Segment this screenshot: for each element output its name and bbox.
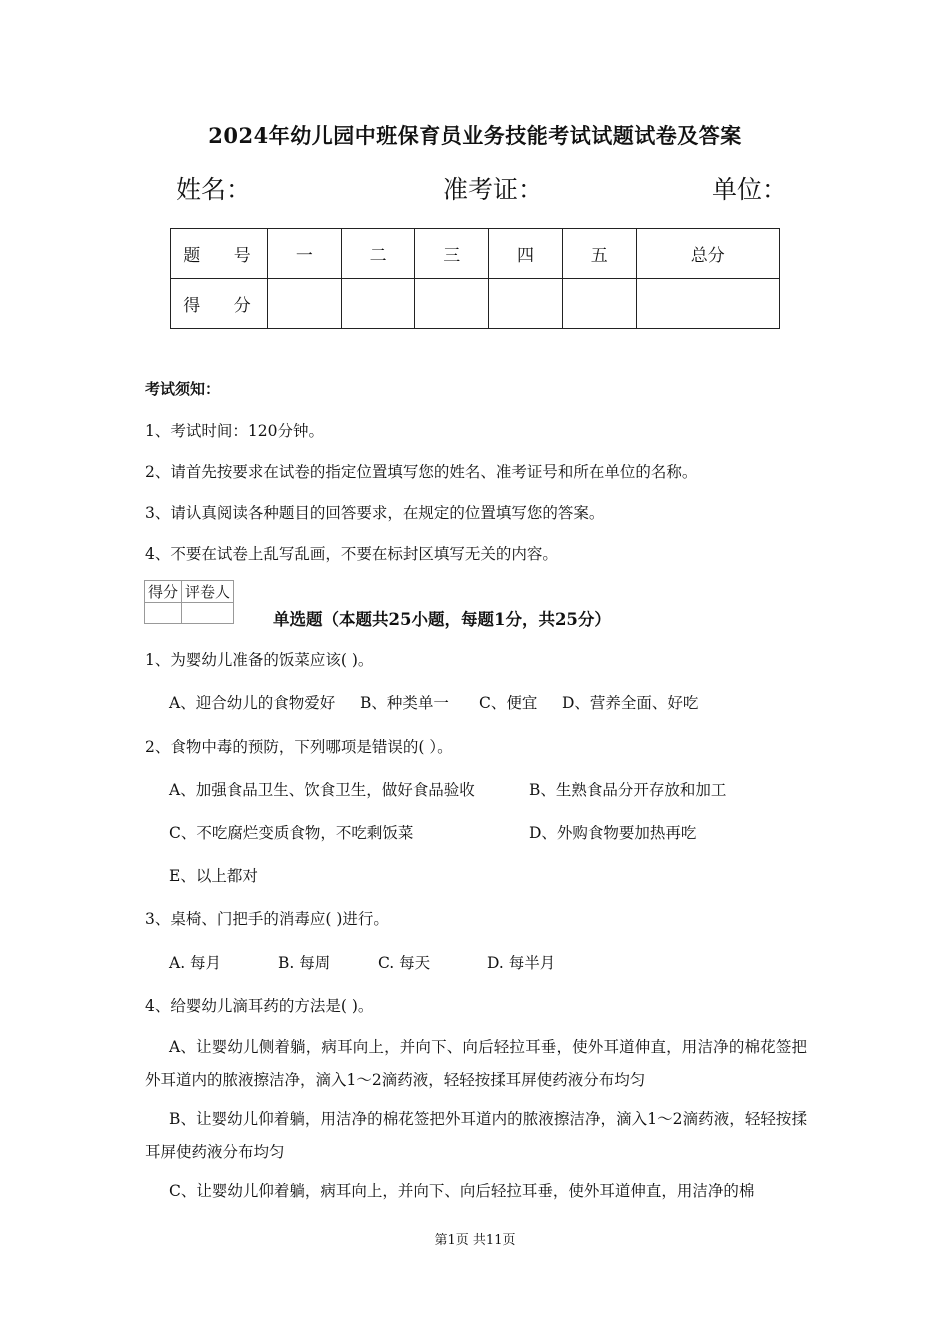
- question-stem: 3、桌椅、门把手的消毒应( )进行。: [145, 910, 389, 928]
- score-table-score-row: [171, 279, 780, 329]
- score-cell[interactable]: [268, 279, 342, 329]
- question-stem: 1、为婴幼儿准备的饭菜应该( )。: [145, 651, 374, 669]
- name-field-label: 姓名：: [176, 175, 252, 204]
- score-cell[interactable]: [562, 279, 636, 329]
- score-cell[interactable]: [415, 279, 489, 329]
- score-table-col-1: 一: [268, 229, 342, 279]
- page-title: 2024年幼儿园中班保育员业务技能考试试题试卷及答案: [208, 123, 742, 148]
- grader-score-cell[interactable]: [145, 603, 182, 624]
- question-option: D. 每半月: [487, 954, 556, 972]
- question-option: D、营养全面、好吃: [562, 694, 699, 712]
- question-option: B. 每周: [278, 954, 331, 972]
- section-title: 单选题（本题共25小题，每题1分，共25分）: [273, 610, 611, 629]
- score-table-row-label: 得 分: [171, 279, 268, 329]
- question-option: C. 每天: [378, 954, 431, 972]
- score-table-col-4: 四: [489, 229, 563, 279]
- grader-box: [144, 580, 234, 624]
- unit-field-label: 单位：: [712, 175, 788, 204]
- question-stem: 4、给婴幼儿滴耳药的方法是( )。: [145, 997, 374, 1015]
- score-cell[interactable]: [489, 279, 563, 329]
- question-option: C、不吃腐烂变质食物，不吃剩饭菜: [169, 824, 414, 842]
- grader-score-label: 得分: [145, 581, 182, 603]
- notice-item: 2、请首先按要求在试卷的指定位置填写您的姓名、准考证号和所在单位的名称。: [145, 463, 698, 481]
- question-option: E、以上都对: [169, 867, 258, 885]
- grader-name-label: 评卷人: [182, 581, 234, 603]
- notice-heading: 考试须知：: [145, 380, 221, 398]
- score-table-col-2: 二: [341, 229, 415, 279]
- score-cell[interactable]: [636, 279, 779, 329]
- score-cell[interactable]: [341, 279, 415, 329]
- page-footer: 第1页 共11页: [434, 1233, 516, 1248]
- grader-name-cell[interactable]: [182, 603, 234, 624]
- question-option: C、便宜: [479, 694, 538, 712]
- question-option: A、加强食品卫生、饮食卫生，做好食品验收: [169, 781, 475, 799]
- question-option: A. 每月: [169, 954, 222, 972]
- exam-id-field-label: 准考证：: [443, 175, 544, 204]
- score-table-header-row: [171, 229, 780, 279]
- notice-item: 3、请认真阅读各种题目的回答要求，在规定的位置填写您的答案。: [145, 504, 605, 522]
- question-option: C、让婴幼儿仰着躺，病耳向上，并向下、向后轻拉耳垂，使外耳道伸直，用洁净的棉: [169, 1182, 755, 1200]
- score-table-col-3: 三: [415, 229, 489, 279]
- question-stem: 2、食物中毒的预防，下列哪项是错误的( ）。: [145, 738, 453, 756]
- question-option: A、迎合幼儿的食物爱好: [169, 694, 336, 712]
- question-option: D、外购食物要加热再吃: [529, 824, 697, 842]
- notice-item: 1、考试时间：120分钟。: [145, 422, 324, 440]
- score-table-col-5: 五: [562, 229, 636, 279]
- score-table-col-total: 总分: [636, 229, 779, 279]
- notice-item: 4、不要在试卷上乱写乱画，不要在标封区填写无关的内容。: [145, 545, 558, 563]
- question-option: B、生熟食品分开存放和加工: [529, 781, 727, 799]
- question-option: B、让婴幼儿仰着躺，用洁净的棉花签把外耳道内的脓液擦洁净，滴入1～2滴药液，轻轻按揉耳屏使药液分布均匀: [145, 1110, 807, 1161]
- score-table-header-label: 题 号: [171, 229, 268, 279]
- score-table: [170, 228, 780, 329]
- question-option: A、让婴幼儿侧着躺，病耳向上，并向下、向后轻拉耳垂，使外耳道伸直，用洁净的棉花签把外耳道内的脓液擦洁净，滴入1～2滴药液，轻轻按揉耳屏使药液分布均匀: [145, 1038, 807, 1089]
- question-option: B、种类单一: [360, 694, 449, 712]
